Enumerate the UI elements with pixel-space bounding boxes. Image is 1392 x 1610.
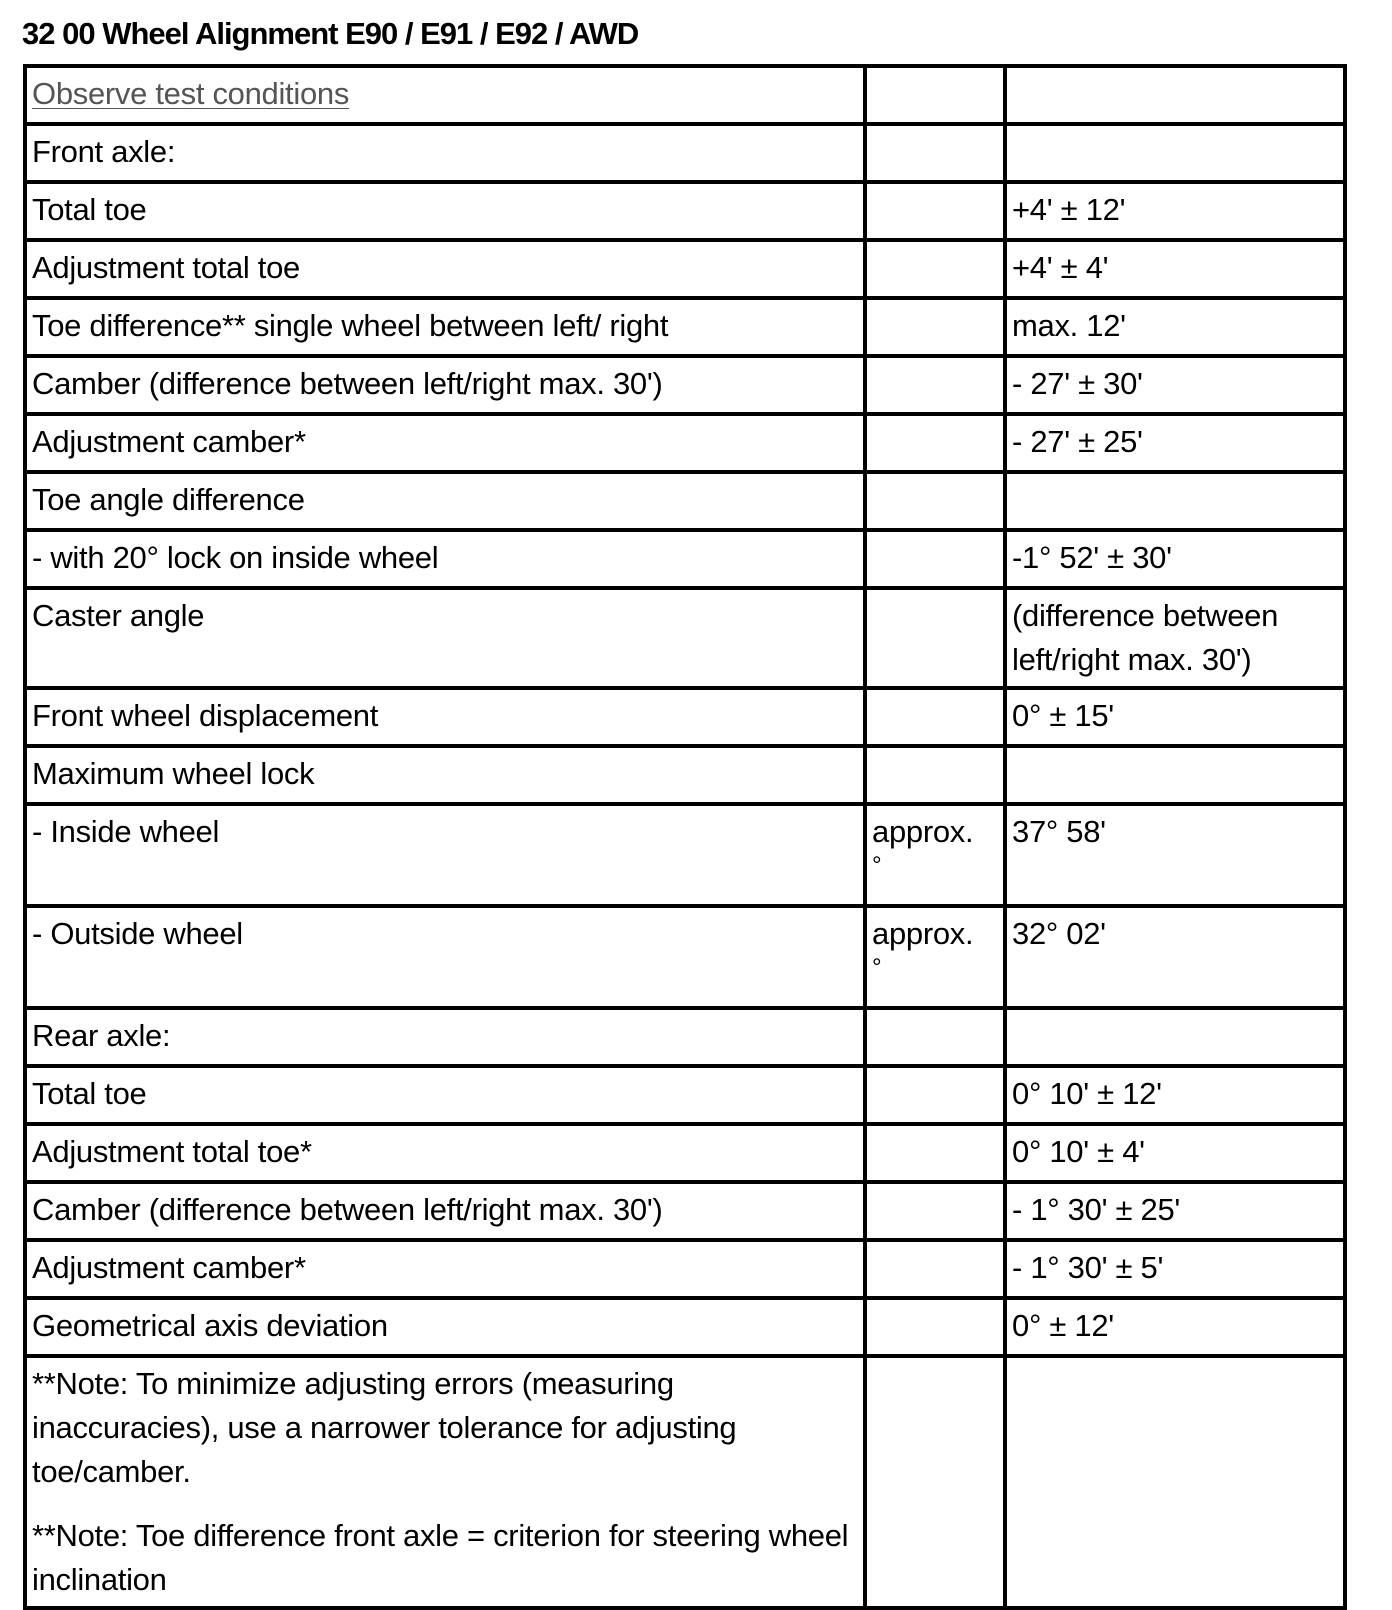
row-label: Total toe (25, 182, 865, 240)
table-row (25, 356, 1345, 414)
wheel-alignment-table (23, 64, 1347, 1610)
table-row (25, 1124, 1345, 1182)
row-value: 32° 02' (1005, 906, 1345, 1008)
table-row (25, 124, 1345, 182)
row-unit (865, 804, 1005, 906)
row-unit (865, 1066, 1005, 1124)
row-value: 0° 10' ± 4' (1005, 1124, 1345, 1182)
row-value (1005, 746, 1345, 804)
row-label: Adjustment camber* (25, 414, 865, 472)
row-label: Adjustment camber* (25, 1240, 865, 1298)
row-unit (865, 1356, 1005, 1608)
row-unit (865, 1182, 1005, 1240)
row-label: Toe difference** single wheel between left/ right (25, 298, 865, 356)
row-value: +4' ± 4' (1005, 240, 1345, 298)
row-label: - Outside wheel (25, 906, 865, 1008)
table-row (25, 414, 1345, 472)
table-row (25, 804, 1345, 906)
row-value: 0° 10' ± 12' (1005, 1066, 1345, 1124)
row-unit (865, 66, 1005, 124)
row-value: -1° 52' ± 30' (1005, 530, 1345, 588)
row-value: - 1° 30' ± 25' (1005, 1182, 1345, 1240)
row-unit (865, 240, 1005, 298)
row-unit (865, 356, 1005, 414)
document-title: 32 00 Wheel Alignment E90 / E91 / E92 / AWD (22, 16, 639, 51)
row-label: Camber (difference between left/right max. 30') (25, 1182, 865, 1240)
row-unit (865, 1298, 1005, 1356)
table-row (25, 688, 1345, 746)
table-row (25, 1182, 1345, 1240)
row-label: - Inside wheel (25, 804, 865, 906)
row-unit (865, 182, 1005, 240)
row-value: +4' ± 12' (1005, 182, 1345, 240)
row-label: Camber (difference between left/right max. 30') (25, 356, 865, 414)
test-conditions-link[interactable]: Observe test conditions (32, 76, 350, 111)
row-label: Adjustment total toe (25, 240, 865, 298)
row-value: 0° ± 12' (1005, 1298, 1345, 1356)
table-row (25, 1240, 1345, 1298)
row-label: - with 20° lock on inside wheel (25, 530, 865, 588)
table-row (25, 1066, 1345, 1124)
row-label: Caster angle (25, 588, 865, 688)
row-unit (865, 298, 1005, 356)
row-label: Front wheel displacement (25, 688, 865, 746)
row-value (1005, 1356, 1345, 1608)
note-toe-difference: **Note: Toe difference front axle = criterion for steering wheel inclination (32, 1518, 849, 1597)
row-label (25, 66, 865, 124)
table-row (25, 472, 1345, 530)
table-row (25, 182, 1345, 240)
notes-row (25, 1356, 1345, 1608)
table-row (25, 66, 1345, 124)
row-unit (865, 414, 1005, 472)
row-value: - 1° 30' ± 5' (1005, 1240, 1345, 1298)
row-unit (865, 588, 1005, 688)
row-unit (865, 472, 1005, 530)
row-label: Rear axle: (25, 1008, 865, 1066)
degree-symbol: ° (872, 954, 882, 981)
degree-symbol: ° (872, 852, 882, 879)
row-unit (865, 906, 1005, 1008)
row-value: max. 12' (1005, 298, 1345, 356)
notes-cell (25, 1356, 865, 1608)
table-row (25, 588, 1345, 688)
table-row (25, 240, 1345, 298)
unit-text: approx. (872, 814, 974, 849)
row-value: 37° 58' (1005, 804, 1345, 906)
row-unit (865, 688, 1005, 746)
row-unit (865, 124, 1005, 182)
table-row (25, 298, 1345, 356)
row-unit (865, 1124, 1005, 1182)
table-row (25, 746, 1345, 804)
row-label: Geometrical axis deviation (25, 1298, 865, 1356)
row-label: Front axle: (25, 124, 865, 182)
row-value: (difference between left/right max. 30') (1005, 588, 1345, 688)
table-row (25, 1298, 1345, 1356)
row-value: - 27' ± 30' (1005, 356, 1345, 414)
row-label: Maximum wheel lock (25, 746, 865, 804)
row-unit (865, 530, 1005, 588)
row-label: Toe angle difference (25, 472, 865, 530)
note-adjusting-tolerance: **Note: To minimize adjusting errors (measuring inaccuracies), use a narrower tolerance for adjusting toe/camber. (32, 1366, 737, 1489)
row-label: Adjustment total toe* (25, 1124, 865, 1182)
row-value: 0° ± 15' (1005, 688, 1345, 746)
row-label: Total toe (25, 1066, 865, 1124)
row-value (1005, 472, 1345, 530)
table-row (25, 906, 1345, 1008)
row-value (1005, 124, 1345, 182)
table-row (25, 1008, 1345, 1066)
row-unit (865, 1008, 1005, 1066)
table-row (25, 530, 1345, 588)
row-unit (865, 746, 1005, 804)
unit-text: approx. (872, 916, 974, 951)
row-value (1005, 66, 1345, 124)
row-value (1005, 1008, 1345, 1066)
row-unit (865, 1240, 1005, 1298)
row-value: - 27' ± 25' (1005, 414, 1345, 472)
